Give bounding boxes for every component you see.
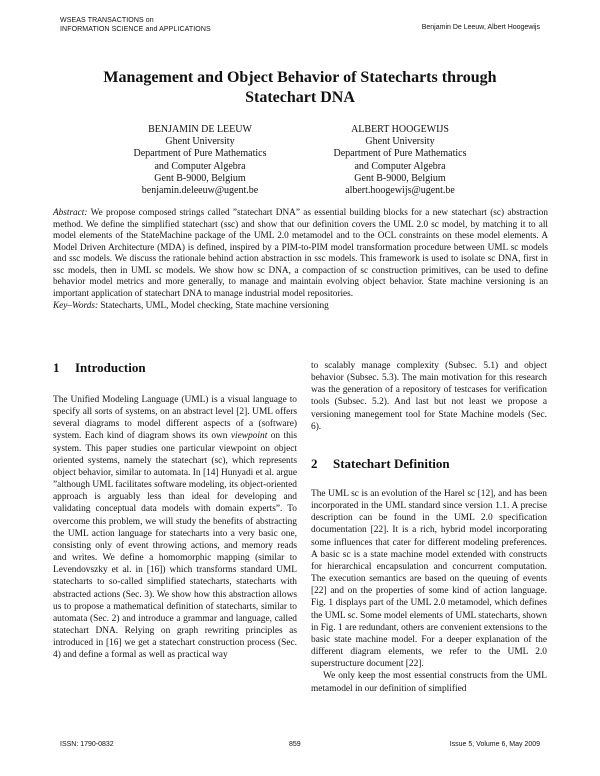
author-university: Ghent University [165, 136, 235, 148]
author-department-2: and Computer Algebra [154, 160, 246, 172]
section-2-paragraph-2: We only keep the most essential constructs from the UML metamodel in our definition of simplified [311, 671, 547, 694]
intro-italic-term: viewpoint [230, 431, 268, 442]
running-authors: Benjamin De Leeuw, Albert Hoogewijs [421, 24, 540, 31]
section-2-paragraph-1: The UML sc is an evolution of the Harel sc [12], and has been incorporated in the UML standard since version 1.1. A precise description can be found in the UML 2.0 specification documentation [22]. It is a rich, hybrid model incorporating some influences that cater for different modeling preferences. A basic sc is a state machine model extended with constructs for hierarchical encapsulation and concurrent computation. The execution semantics are based on the queuing of events [22] and on the properties of some kind of action language. Fig. 1 displays part of the UML 2.0 metamodel, which defines the UML sc. Some model elements of UML statecharts, shown in Fig. 1 are redundant, others are convenient extensions to the basic state machine model. For a deeper explanation of the different diagram elements, we refer to the UML 2.0 superstructure document [22]. [311, 489, 547, 670]
title-line1: Management and Object Behavior of Statecharts through [103, 69, 497, 86]
keywords-label: Key–Words: [53, 301, 99, 311]
intro-left-column [53, 394, 297, 661]
section-title: Introduction [75, 360, 146, 375]
footer-issn: ISSN: 1790-0832 [60, 741, 114, 748]
author-email: albert.hoogewijs@ugent.be [345, 185, 455, 197]
keywords [53, 301, 548, 313]
abstract [53, 208, 548, 300]
section-2-heading [311, 456, 450, 472]
abstract-label: Abstract: [53, 208, 88, 218]
author-department: Department of Pure Mathematics [133, 148, 267, 160]
author-block-2 [300, 124, 500, 197]
footer-issue: Issue 5, Volume 6, May 2009 [449, 741, 540, 748]
section-title: Statechart Definition [333, 456, 450, 471]
keywords-text: Statecharts, UML, Model checking, State machine versioning [100, 301, 329, 311]
journal-header [60, 16, 211, 34]
intro-right-continuation [311, 360, 547, 433]
intro-text-b: on this system. This paper studies one particular viewpoint on object oriented systems, namely the statechart (sc), which represents object behavior, similar to automata. In [14] Hunyadi et al. argue ”although UML facilitates software modeling, its object-oriented approach is arguably less than ideal for developing and validating conceptual data models with domain experts”. To overcome this problem, we will study the benefits of abstracting the UML action language for statecharts into a very basic one, consisting only of event throwing actions, and memory reads and writes. We define a homomorphic mapping (similar to Levendovszky et al. in [16]) which transforms standard UML statecharts to so-called simplified statecharts, statecharts with abstracted actions (Sec. 3). We show how this abstraction allows us to propose a mathematical definition of statecharts, similar to automata (Sec. 2) and introduce a grammar and language, called statechart DNA. Relying on graph rewriting principles as introduced in [16] we get a statechart construction process (Sec. 4) and define a formal as well as practical way [53, 431, 298, 661]
footer-page-number: 859 [289, 741, 301, 748]
section-number: 1 [53, 360, 60, 375]
author-name: ALBERT HOOGEWIJS [351, 124, 449, 135]
author-address: Gent B-9000, Belgium [154, 172, 246, 184]
author-department: Department of Pure Mathematics [333, 148, 467, 160]
author-block-1 [100, 124, 300, 197]
author-name: BENJAMIN DE LEEUW [148, 124, 252, 135]
section-2-body [311, 488, 547, 695]
journal-name-line2: INFORMATION SCIENCE and APPLICATIONS [60, 26, 211, 33]
intro-text-a: The Unified Modeling Language (UML) is a visual language to specify all sorts of systems, on an abstract level [2]. UML offers several diagrams to model different aspects of a (software) system. Each kind of diagram shows its own [53, 395, 297, 442]
intro-paragraph [53, 394, 297, 661]
intro-continuation-paragraph: to scalably manage complexity (Subsec. 5.1) and object behavior (Subsec. 5.3). The main motivation for this research was the generation of a repository of testcases for verification tools (Subsec. 5.2). And last but not least we propose a versioning manegement tool for State Machine models (Sec. 6). [311, 361, 547, 432]
abstract-text: We propose composed strings called ”statechart DNA” as essential building blocks for a new statechart (sc) abstraction method. We define the simplified statechart (ssc) and show that our definition covers the UML 2.0 sc model, by matching it to all model elements of the StateMachine package of the UML 2.0 metamodel and to the OCL constraints on these model elements. A Model Driven Architecture (MDA) is defined, inspired by a PIM-to-PIM model transformation procedure between UML sc models and ssc models. We discuss the rationale behind action abstraction in ssc models. This framework is used to isolate sc DNA, first in ssc models, then in UML sc models. We show how sc DNA, a compaction of sc construction primitives, can be used to define behavior model metrics and more generally, to manage and maintain evolving object behavior. State machine versioning is an important application of statechart DNA to manage industrial model repositories. [53, 208, 548, 299]
author-address: Gent B-9000, Belgium [354, 172, 446, 184]
journal-name-line1: WSEAS TRANSACTIONS on [60, 17, 154, 24]
author-university: Ghent University [365, 136, 435, 148]
paper-title [60, 68, 540, 108]
title-line2: Statechart DNA [245, 89, 355, 106]
author-email: benjamin.deleeuw@ugent.be [141, 185, 259, 197]
author-department-2: and Computer Algebra [354, 160, 446, 172]
section-1-heading [53, 360, 146, 376]
section-number: 2 [311, 456, 318, 471]
